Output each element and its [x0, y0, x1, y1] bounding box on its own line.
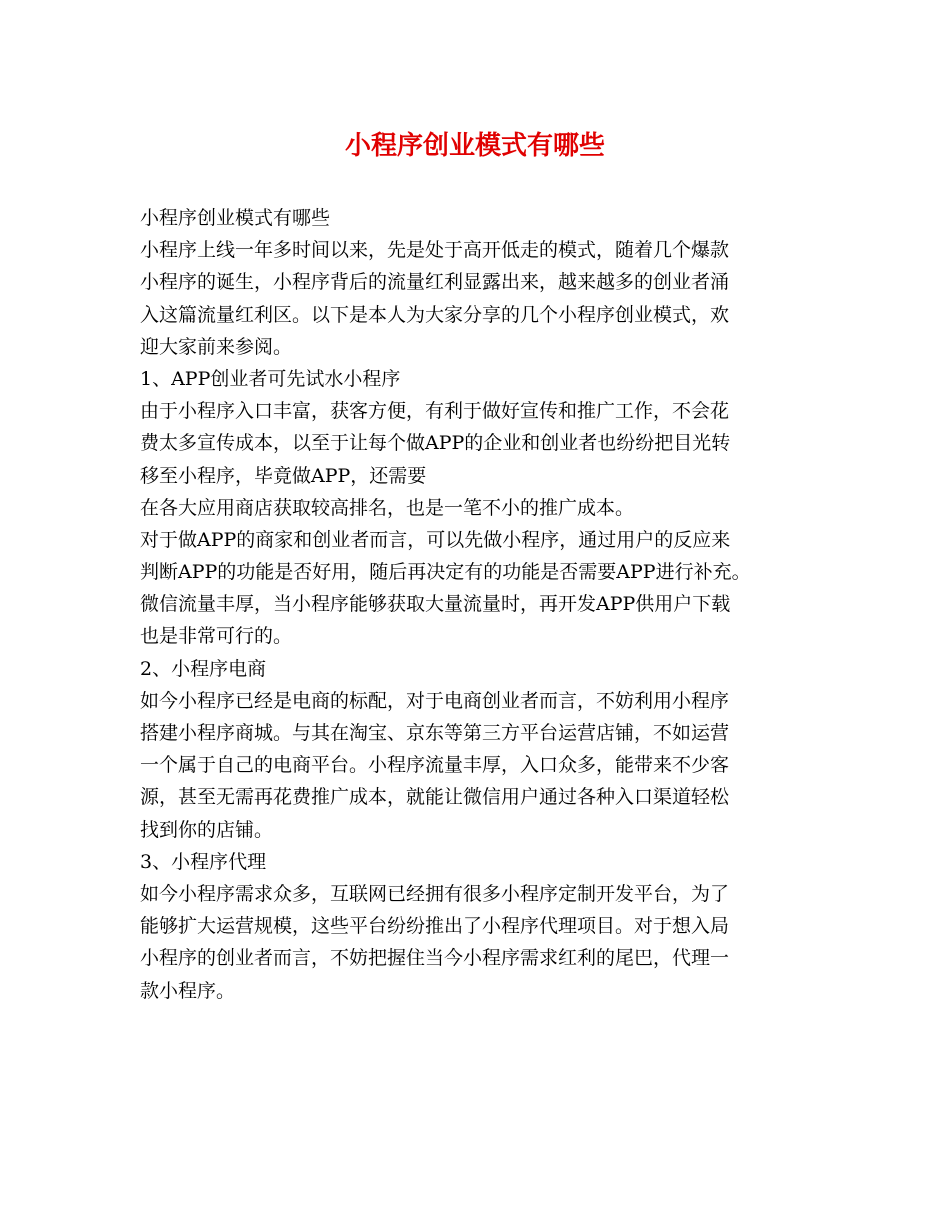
body-line: 微信流量丰厚，当小程序能够获取大量流量时，再开发APP供用户下载: [140, 593, 731, 616]
body-line: 一个属于自己的电商平台。小程序流量丰厚，入口众多，能带来不少客: [140, 754, 730, 777]
body-line: 费太多宣传成本，以至于让每个做APP的企业和创业者也纷纷把目光转: [140, 432, 731, 455]
body-line: 对于做APP的商家和创业者而言，可以先做小程序，通过用户的反应来: [140, 528, 731, 551]
body-line: 如今小程序已经是电商的标配，对于电商创业者而言，不妨利用小程序: [140, 689, 730, 712]
body-line: 也是非常可行的。: [140, 625, 293, 648]
document-title: 小程序创业模式有哪些: [344, 131, 605, 161]
body-line: 迎大家前来参阅。: [140, 335, 293, 358]
body-line: 小程序的诞生，小程序背后的流量红利显露出来，越来越多的创业者涌: [140, 271, 730, 294]
body-line: 判断APP的功能是否好用，随后再决定有的功能是否需要APP进行补充。: [140, 561, 751, 584]
section-heading: 1、APP创业者可先试水小程序: [140, 367, 401, 390]
body-line: 移至小程序，毕竟做APP，还需要: [140, 464, 427, 487]
body-line: 小程序创业模式有哪些: [140, 207, 331, 229]
body-line: 款小程序。: [140, 979, 236, 1002]
body-line: 由于小程序入口丰富，获客方便，有利于做好宣传和推广工作，不会花: [140, 400, 730, 423]
document-body: [140, 202, 820, 1007]
section-heading: 2、小程序电商: [140, 657, 267, 680]
body-line: 入这篇流量红利区。以下是本人为大家分享的几个小程序创业模式，欢: [140, 303, 730, 326]
body-line: 源，甚至无需再花费推广成本，就能让微信用户通过各种入口渠道轻松: [140, 786, 730, 809]
body-line: 搭建小程序商城。与其在淘宝、京东等第三方平台运营店铺，不如运营: [140, 722, 730, 744]
section-heading: 3、小程序代理: [140, 850, 267, 873]
body-line: 如今小程序需求众多，互联网已经拥有很多小程序定制开发平台，为了: [140, 882, 730, 905]
body-line: 小程序的创业者而言，不妨把握住当今小程序需求红利的尾巴，代理一: [140, 947, 730, 970]
body-line: 找到你的店铺。: [140, 818, 274, 841]
body-line: 能够扩大运营规模，这些平台纷纷推出了小程序代理项目。对于想入局: [140, 915, 730, 938]
body-line: 在各大应用商店获取较高排名，也是一笔不小的推广成本。: [140, 496, 635, 519]
body-line: 小程序上线一年多时间以来，先是处于高开低走的模式，随着几个爆款: [140, 239, 730, 262]
